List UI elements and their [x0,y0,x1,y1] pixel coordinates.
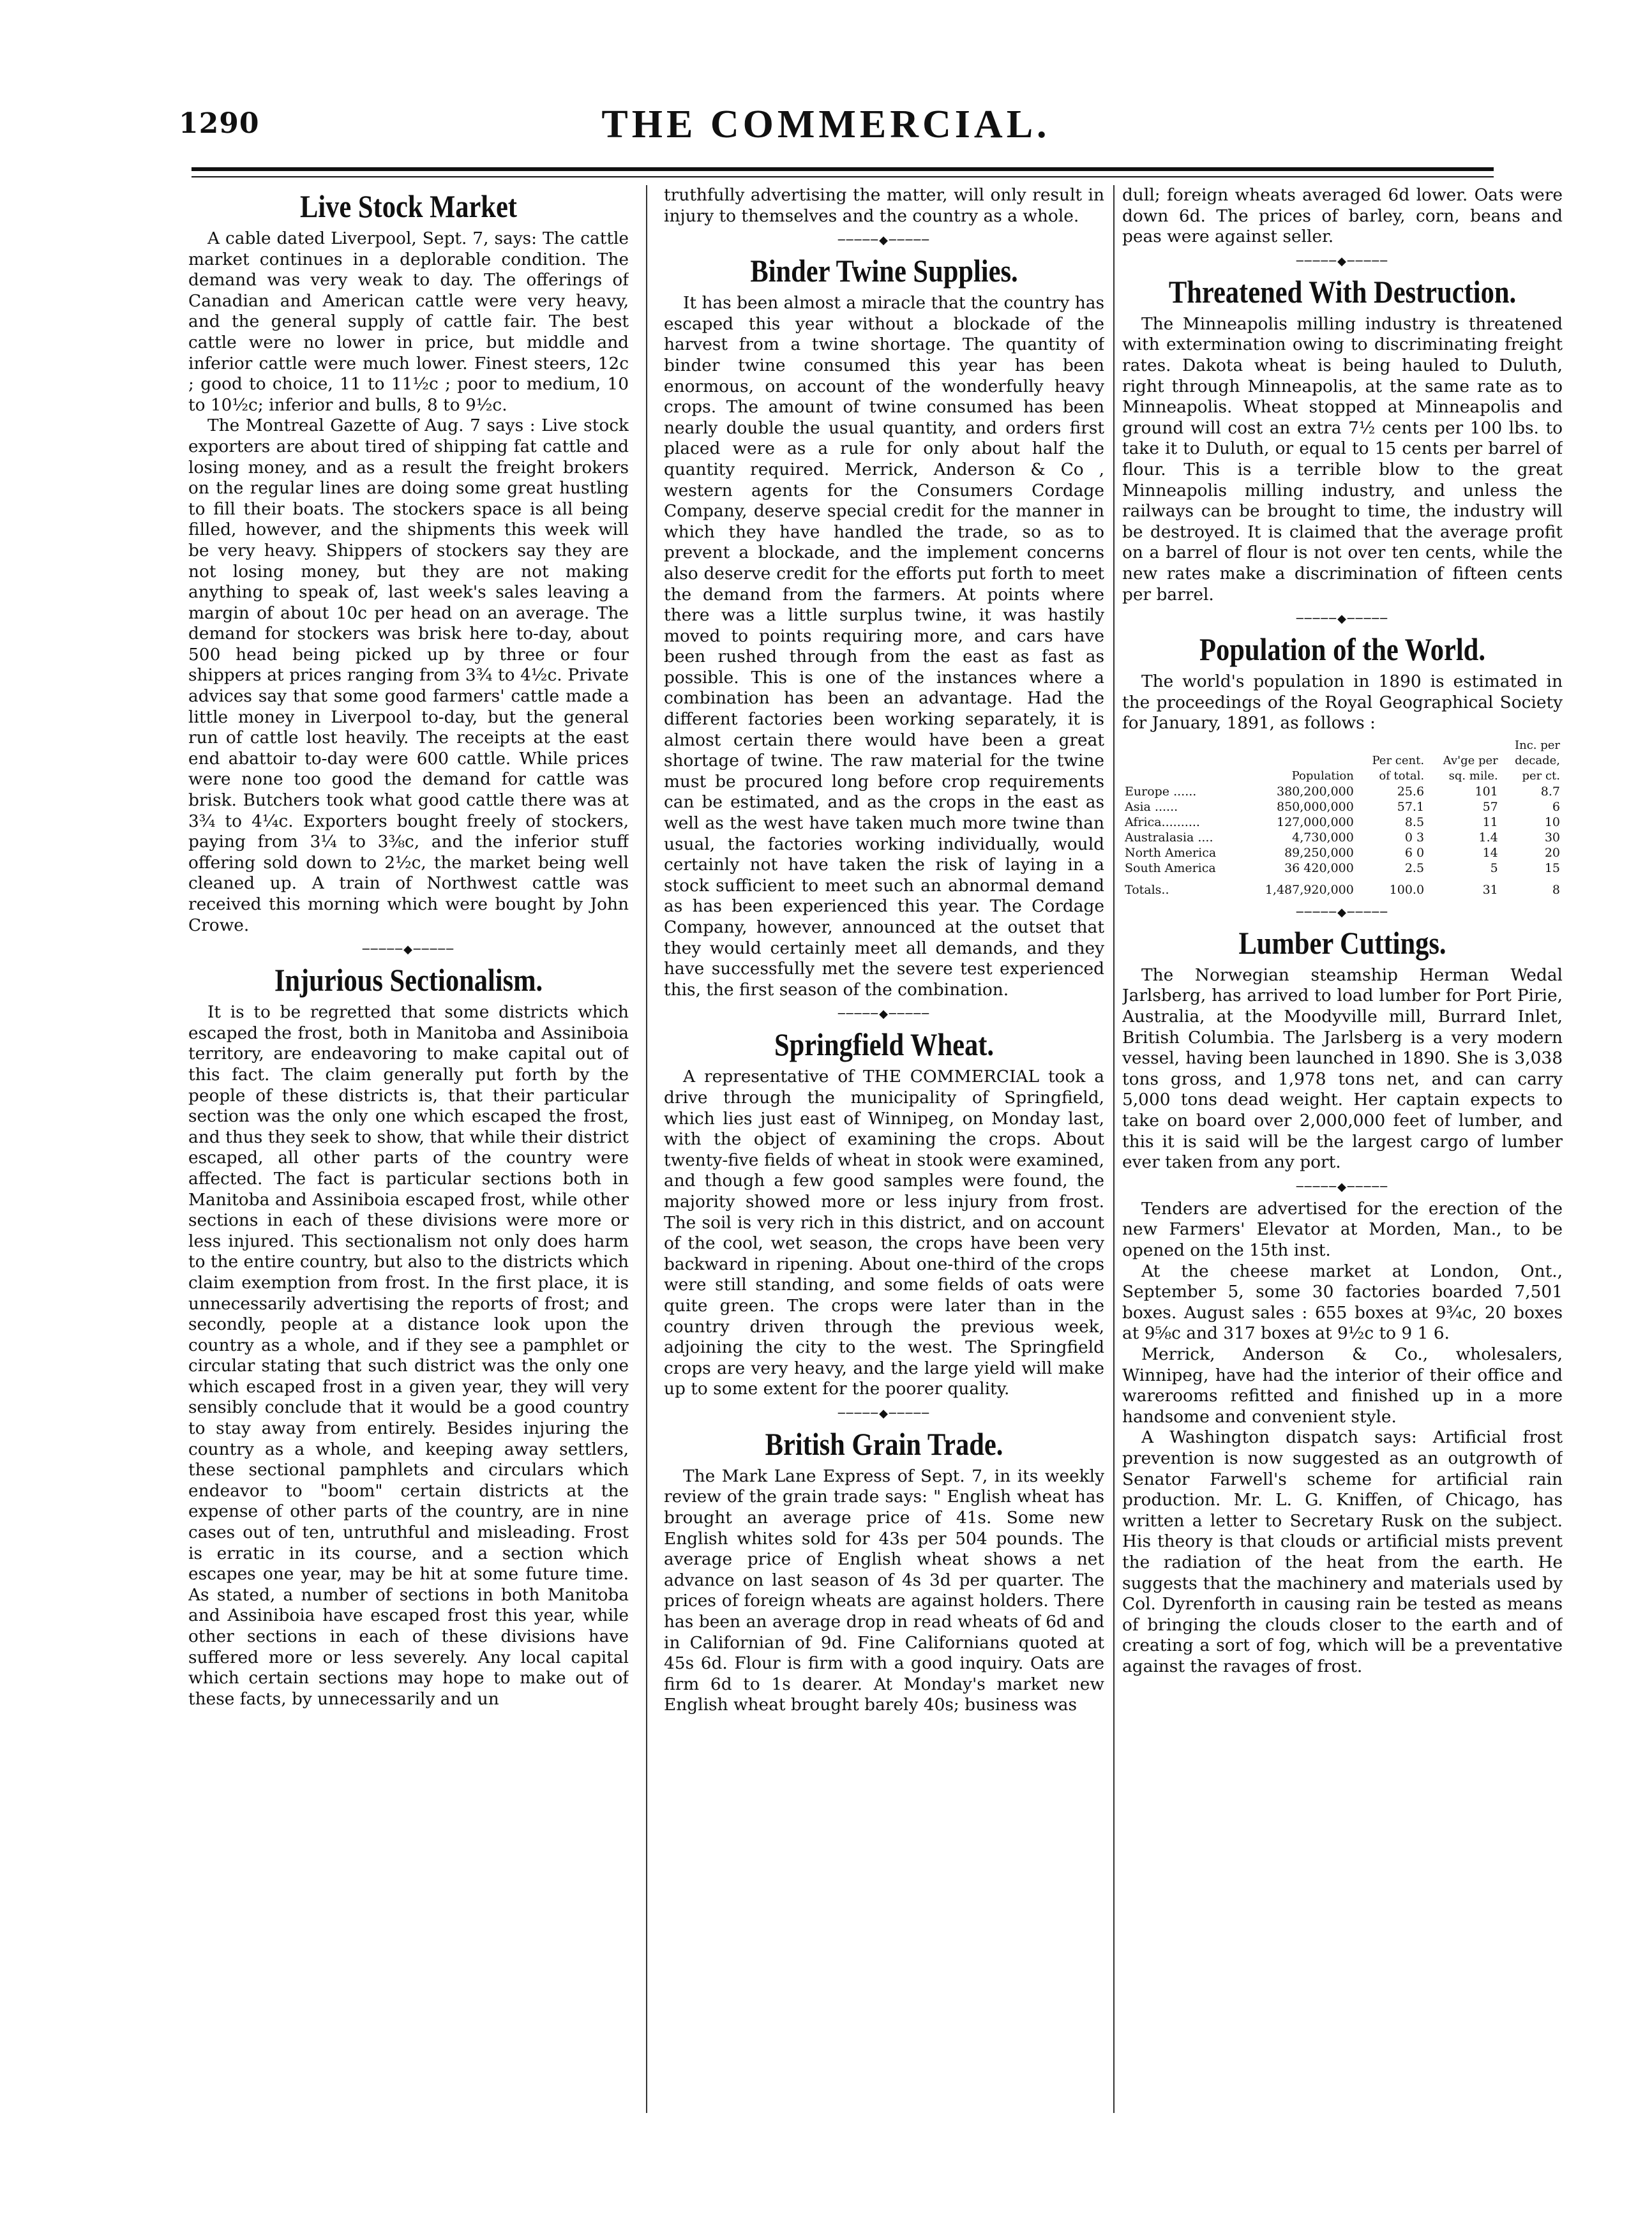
table-header: Population [1291,769,1354,783]
article-paragraph: A cable dated Liverpool, Sept. 7, says: The cattle market continues in a deplorable condition. The demand was very weak to day. The offerings of Canadian and American cattle were very heavy, and the general supply of cattle fair. The best cattle were no lower in price, but middle and inferior cattle were much lower. Finest steers, 12c ; good to choice, 11 to 11½c ; poor to medium, 10 to 10½c; inferior and bulls, 8 to 9½c. [188,229,629,415]
article-paragraph: The Mark Lane Express of Sept. 7, in its weekly review of the grain trade says: " English wheat has brought an average price of 41s. Some new English whites sold for 43s per 504 pounds. The average price of English wheat shows a net advance on last season of 4s 3d per quarter. The prices of foreign wheats are against holders. There has been an average drop in read wheats of 6d and in Californian of 9d. Fine Californians quoted at 45s 6d. Flour is firm with a good inquiry. Oats are firm 6d to 1s dearer. At Monday's market new English wheat brought barely 40s; business was [664,1466,1104,1715]
table-header: of total. [1379,769,1425,783]
headline-lumber: Lumber Cuttings. [1238,924,1446,961]
section-separator [664,232,1104,250]
headline-injurious: Injurious Sectionalism. [274,962,543,998]
section-separator [1122,253,1563,271]
section-separator [1122,610,1563,628]
table-total-row: Totals.. 1,487,920,000 100.0 31 8 [1125,882,1560,897]
population-table [1122,738,1563,898]
table-row: South America 36 420,000 2.5 5 15 [1125,861,1560,875]
article-paragraph: It has been almost a miracle that the country has escaped this year without a blockade of the harvest from a twine shortage. The quantity of binder twine consumed this year has been enormous, on account of the wonderfully heavy crops. The amount of twine consumed has been nearly double the usual quantity, and orders first placed were as a rule for only about half the quantity required. Merrick, Anderson & Co , western agents for the Consumers Cordage Company, deserve special credit for the manner in which they have handled the trade, so as to prevent a blockade, and the implement concerns also deserve credit for the efforts put forth to meet the demand from the farmers. At points where there was a little surplus twine, it was hastily moved to points requiring more, and cars have been rushed through from the east as fast as possible. This is one of the instances where a combination has been an advantage. Had the different factories been working separately, it is almost certain there would have been a great shortage of twine. The raw material for the twine must be procured long before crop requirements can be estimated, and as the crops in the east as well as the west have taken much more twine than usual, the factories working individually, would certainly not have taken the risk of laying in a stock sufficient to meet such an abnormal demand as has been experienced this year. The Cordage Company, however, announced at the outset that they would certainly meet all demands, and they have successfully met the severe test experienced this, the first season of the combination. [664,293,1104,1000]
headline-british-grain: British Grain Trade. [765,1425,1003,1462]
article-paragraph: The Minneapolis milling industry is threatened with extermination owing to discriminating freight rates. Dakota wheat is being hauled to Duluth, right through Minneapolis, at the same rate as to Minneapolis. Wheat stopped at Minneapolis and ground will cost an extra 7½ cents per 100 lbs. to take it to Duluth, or equal to 15 cents per barrel of flour. This is a terrible blow to the great Minneapolis milling industry, and unless the railways can be brought to time, the industry will be destroyed. It is claimed that the average profit on a barrel of flour is not over ten cents, while the new rates make a discrimination of fifteen cents per barrel. [1122,313,1563,605]
column-1 [188,185,629,2126]
column-divider [1113,185,1115,2113]
section-separator [664,1405,1104,1423]
article-paragraph: Tenders are advertised for the erection of the new Farmers' Elevator at Morden, Man., to be opened on the 15th inst. [1122,1198,1563,1260]
table-header: per ct. [1522,769,1560,783]
article-paragraph: A representative of THE COMMERCIAL took a drive through the municipality of Springfield, which lies just east of Winnipeg, on Monday last, with the object of examining the crops. About twenty-five fields of wheat in stook were examined, and though a few good samples were found, the majority showed more or less injury from frost. The soil is very rich in this district, and on account of the cool, wet season, the crops have been very backward in ripening. About one-third of the crops were still standing, and some fields of oats were quite green. The crops were later than in the country driven through the previous week, adjoining the city to the west. The Springfield crops are very heavy, and the large yield will make up to some extent for the poorer quality. [664,1067,1104,1399]
table-row: North America 89,250,000 6 0 14 20 [1125,845,1560,860]
headline-springfield: Springfield Wheat. [774,1026,994,1063]
headline-live-stock: Live Stock Market [300,188,517,224]
column-3 [1122,185,1563,2126]
column-2 [664,185,1104,2126]
section-separator [1122,904,1563,922]
table-header: Inc. per [1514,738,1560,752]
section-separator [188,941,629,959]
table-row: Australasia .... 4,730,000 0 3 1.4 30 [1125,830,1560,845]
article-continuation: dull; foreign wheats averaged 6d lower. Oats were down 6d. The prices of barley, corn, beans and peas were against seller. [1122,185,1563,247]
header-rule-thin [191,176,1494,177]
headline-threatened: Threatened With Destruction. [1168,273,1517,310]
table-row: Asia ...... 850,000,000 57.1 57 6 [1125,799,1560,814]
section-separator [664,1005,1104,1023]
article-paragraph: The Montreal Gazette of Aug. 7 says : Live stock exporters are about tired of shipping fat cattle and losing money, and as a result the freight brokers on the regular lines are doing some great hustling to fill their boats. The stockers space is all being filled, however, and the shipments this week will be very heavy. Shippers of stockers say they are not losing money, but they are not making anything to speak of, last week's sales leaving a margin of about 10c per head on an average. The demand for stockers was brisk here to-day, about 500 head being picked up by three or four shippers at prices ranging from 3¾ to 4½c. Private advices say that some good farmers' cattle made a little money in Liverpool to-day, but the general run of cattle lost heavily. The receipts at the east end abattoir to-day were 600 cattle. While prices were none too good the demand for cattle was brisk. Butchers took what good cattle there was at 3¾ to 4¼c. Exporters bought freely of stockers, paying from 3¼ to 3⅜c, and the inferior stuff offering sold down to 2½c, the market being well cleaned up. A train of Northwest cattle was received this morning which were bought by John Crowe. [188,416,629,935]
table-header: decade, [1515,753,1560,767]
article-paragraph: At the cheese market at London, Ont., September 5, some 30 factories boarded 7,501 boxes. August sales : 655 boxes at 9¾c, 20 boxes at 9⅝c and 317 boxes at 9½c to 9 1 6. [1122,1261,1563,1344]
article-paragraph: The world's population in 1890 is estimated in the proceedings of the Royal Geographical Society for January, 1891, as follows : [1122,672,1563,733]
masthead: THE COMMERCIAL. [601,103,1051,146]
table-row: Europe ...... 380,200,000 25.6 101 8.7 [1125,784,1560,799]
headline-population: Population of the World. [1199,631,1485,668]
section-separator [1122,1178,1563,1196]
table-header: sq. mile. [1448,769,1498,783]
table-header: Av'ge per [1443,753,1498,767]
header-rule [191,167,1494,171]
article-paragraph: It is to be regretted that some districts which escaped the frost, both in Manitoba and Assiniboia territory, are endeavoring to make capital out of this fact. The claim generally put forth by the people of these districts is, that their particular section was the only one which escaped the frost, and thus they seek to show, that while their district escaped, all other parts of the country were affected. The fact is particular sections both in Manitoba and Assiniboia escaped frost, while other sections in each of these divisions were more or less injured. This sectionalism not only does harm to the entire country, but also to the districts which claim exemption from frost. In the first place, it is unnecessarily advertising the reports of frost; and secondly, people at a distance look upon the country as a whole, and if they see a pamphlet or circular stating that such district was the only one which escaped frost in a given year, they will very sensibly conclude that it would be a good country to stay away from entirely. Besides injuring the country as a whole, and keeping away settlers, these sectional pamphlets and circulars which endeavor to "boom" certain districts at the expense of other parts of the country, are in nine cases out of ten, untruthful and misleading. Frost is erratic in its course, and a section which escapes one year, may be hit at some future time. As stated, a number of sections in both Manitoba and Assiniboia have escaped frost this year, while other sections in each of these divisions have suffered more or less severely. Any local capital which certain sections may hope to make out of these facts, by unnecessarily and un [188,1002,629,1709]
page-number: 1290 [179,107,260,140]
article-paragraph: A Washington dispatch says: Artificial frost prevention is now suggested as an outgrowth of Senator Farwell's scheme for artificial rain production. Mr. L. G. Kniffen, of Chicago, has written a letter to Secretary Rusk on the subject. His theory is that clouds or artificial mists prevent the radiation of the heat from the earth. He suggests that the machinery and materials used by Col. Dyrenforth in causing rain be tested as means of bringing the clouds closer to the earth and of creating a sort of fog, which will be a preventative against the ravages of frost. [1122,1427,1563,1676]
article-paragraph: Merrick, Anderson & Co., wholesalers, Winnipeg, have had the interior of their office and warerooms refitted and finished up in a more handsome and convenient style. [1122,1344,1563,1427]
article-paragraph: The Norwegian steamship Herman Wedal Jarlsberg, has arrived to load lumber for Port Pirie, Australia, at the Moodyville mill, Burrard Inlet, British Columbia. The Jarlsberg is a very modern vessel, having been launched in 1890. She is 3,038 tons gross, and 1,978 tons net, and can carry 5,000 tons dead weight. Her captain expects to take on board over 2,000,000 feet of lumber, and this it is said will be the largest cargo of lumber ever taken from any port. [1122,965,1563,1173]
headline-binder-twine: Binder Twine Supplies. [750,253,1018,289]
column-divider [646,185,647,2113]
table-header: Per cent. [1372,753,1425,767]
table-row: Africa.......... 127,000,000 8.5 11 10 [1125,815,1560,829]
article-continuation: truthfully advertising the matter, will only result in injury to themselves and the country as a whole. [664,185,1104,226]
